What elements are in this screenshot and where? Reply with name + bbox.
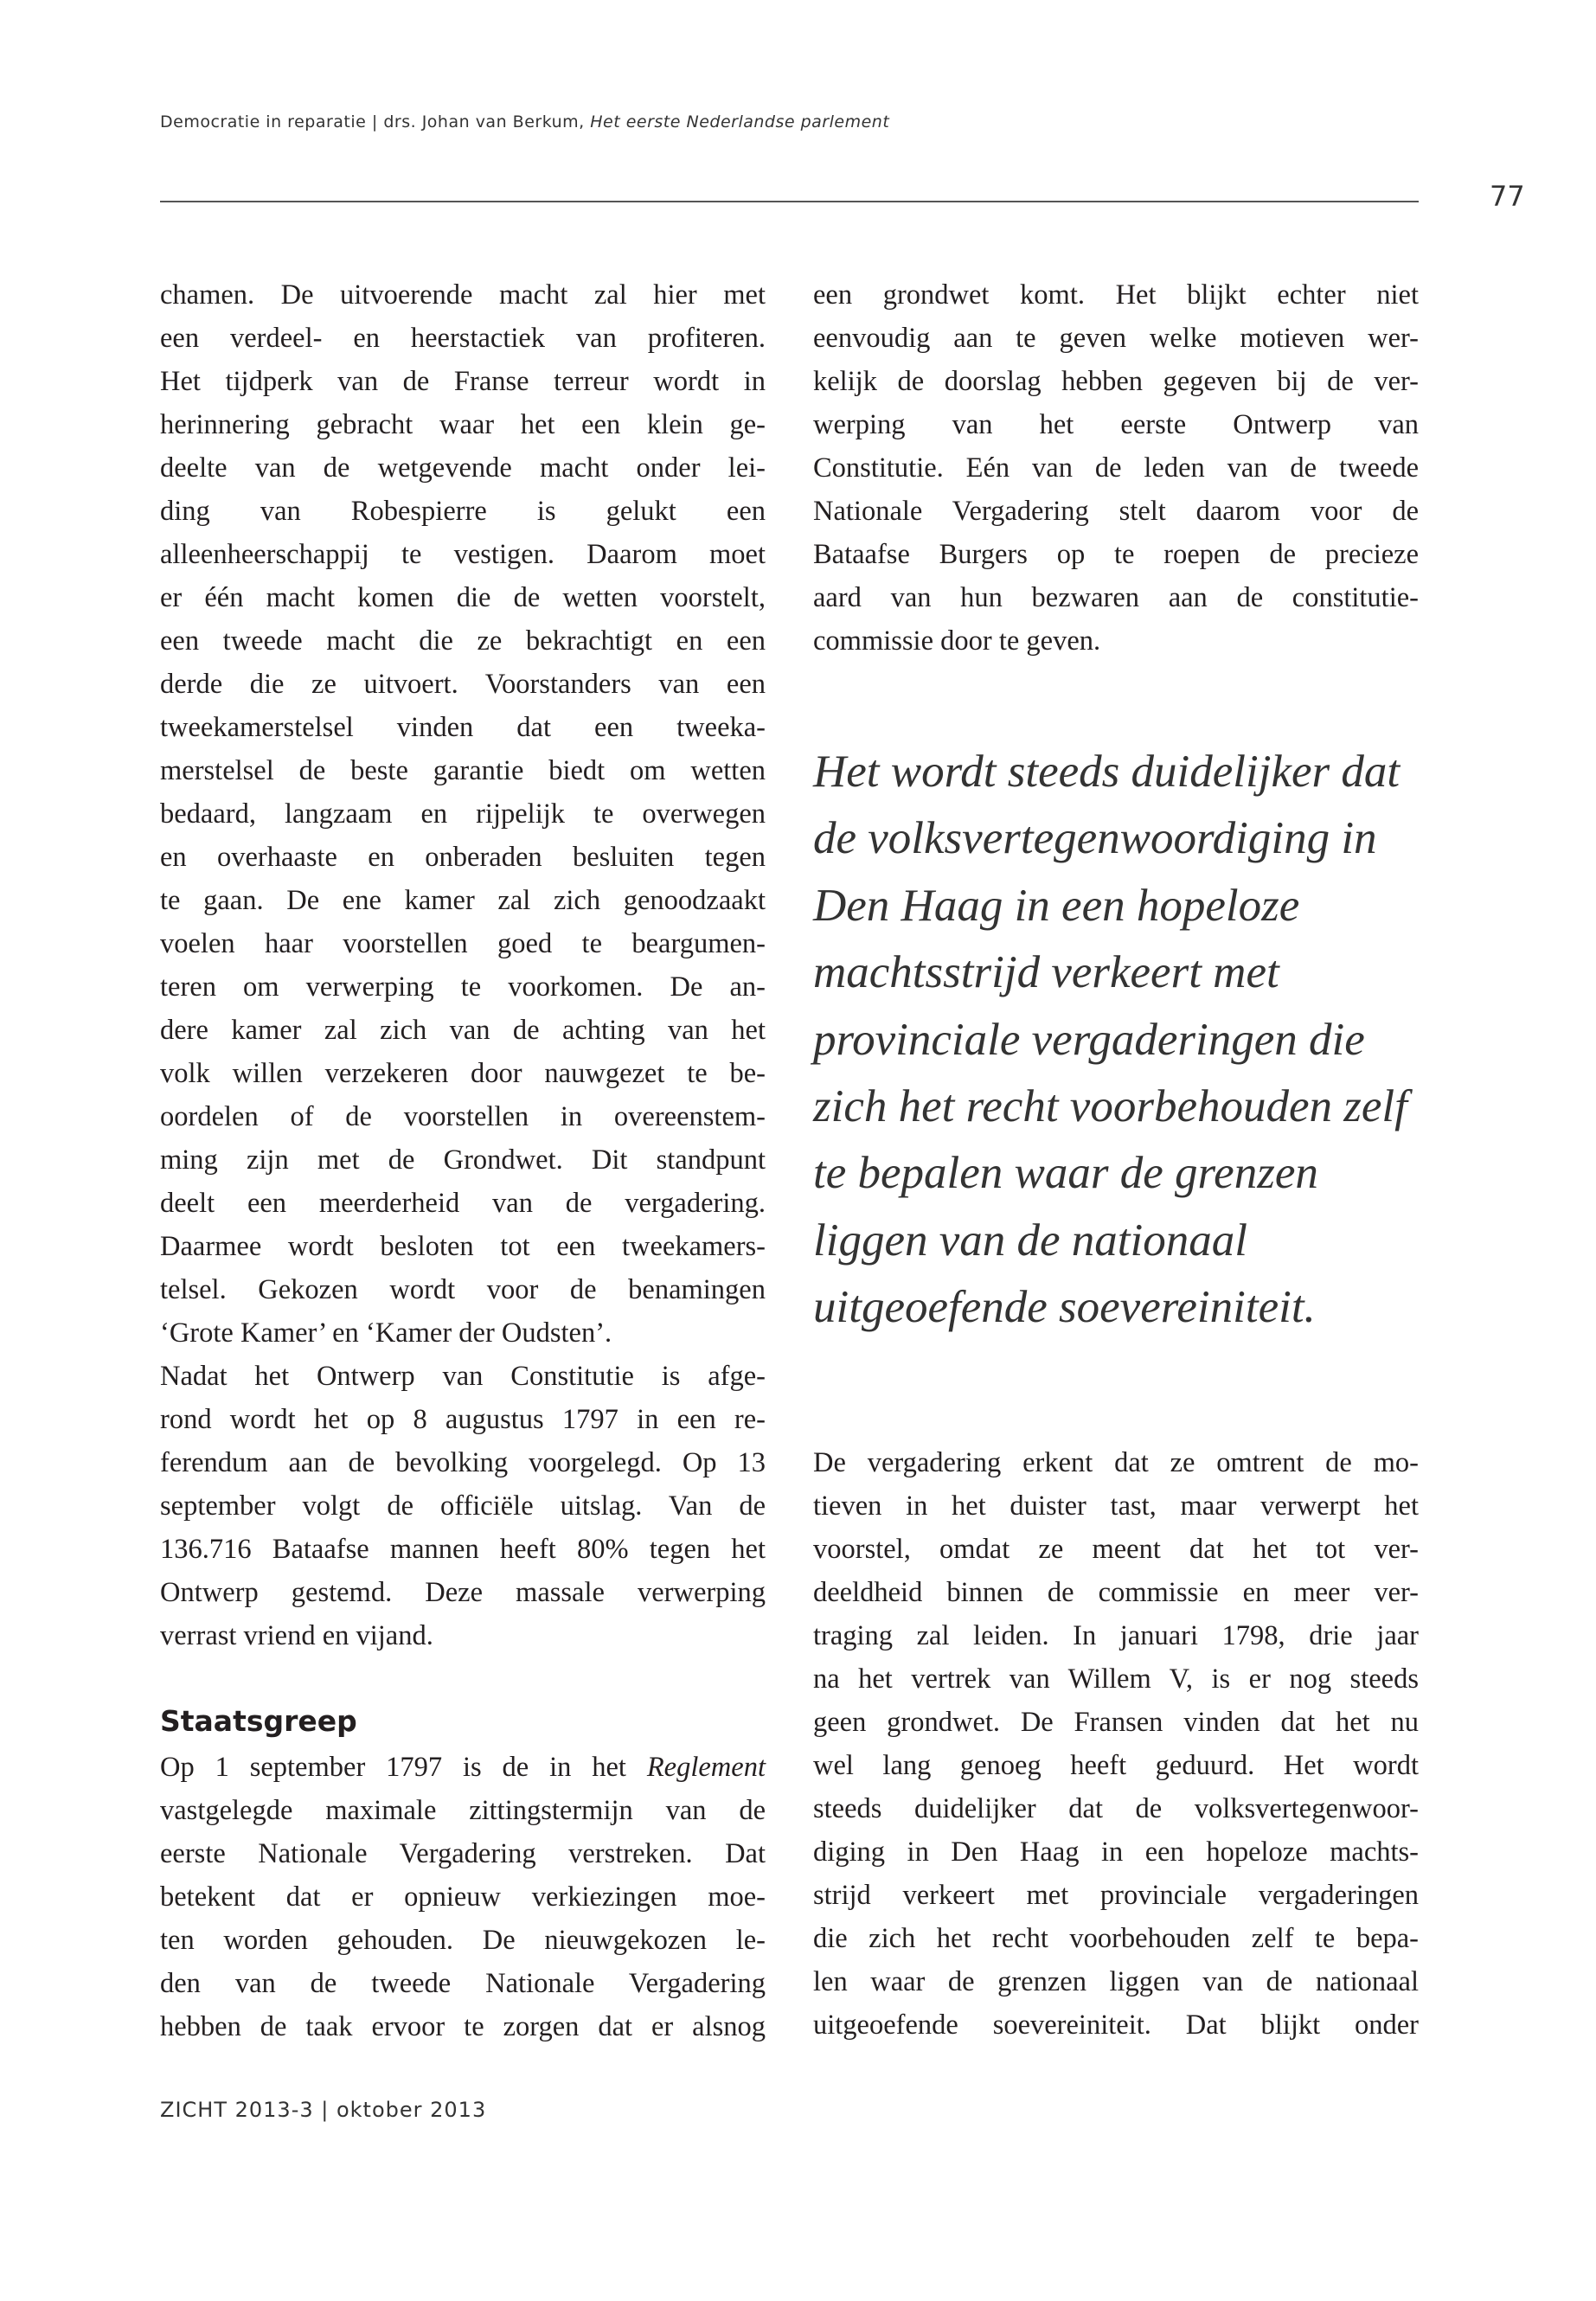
text-line: september volgt de officiële uitslag. Van de (160, 1490, 766, 1522)
header-rule (160, 201, 1419, 202)
text-line: Het tijdperk van de Franse terreur wordt in (160, 366, 766, 397)
header-author: drs. Johan van Berkum, (383, 112, 585, 131)
text-line: steeds duidelijker dat de volksvertegenwoor- (813, 1793, 1419, 1824)
text-line: tieven in het duister tast, maar verwerpt het (813, 1490, 1419, 1522)
left-column-section (160, 1746, 766, 2048)
quote-line: zich het recht voorbehouden zelf (813, 1080, 1407, 1131)
section-heading: Staatsgreep (160, 1704, 357, 1738)
italic-term: Reglement (646, 1752, 766, 1783)
quote-line: uitgeoefende soevereiniteit. (813, 1282, 1316, 1333)
text-line: na het vertrek van Willem V, is er nog steeds (813, 1663, 1419, 1695)
text-line: werping van het eerste Ontwerp van (813, 409, 1419, 440)
text-line: Ontwerp gestemd. Deze massale verwerping (160, 1577, 766, 1608)
text-line: eerste Nationale Vergadering verstreken. Dat (160, 1838, 766, 1869)
text-line: chamen. De uitvoerende macht zal hier met (160, 279, 766, 311)
quote-line: de volksvertegenwoordiging in (813, 813, 1377, 864)
quote-line: te bepalen waar de grenzen (813, 1148, 1318, 1199)
text-line: volk willen verzekeren door nauwgezet te be- (160, 1058, 766, 1089)
header-article-title: Het eerste Nederlandse parlement (590, 112, 890, 131)
quote-line: provinciale vergaderingen die (813, 1014, 1365, 1065)
text-line: voelen haar voorstellen goed te beargumen- (160, 928, 766, 959)
text-line: aard van hun bezwaren aan de constitutie- (813, 582, 1419, 613)
text-line: dere kamer zal zich van de achting van het (160, 1015, 766, 1046)
text-line: teren om verwerping te voorkomen. De an- (160, 971, 766, 1003)
text-line: Nadat het Ontwerp van Constitutie is afge- (160, 1361, 766, 1392)
running-header (160, 112, 889, 131)
text-line: vastgelegde maximale zittingstermijn van de (160, 1795, 766, 1826)
text-line: herinnering gebracht waar het een klein ge- (160, 409, 766, 440)
text-line: een verdeel- en heerstactiek van profiteren. (160, 323, 766, 354)
text-line: rond wordt het op 8 augustus 1797 in een re- (160, 1404, 766, 1435)
text-line: traging zal leiden. In januari 1798, drie jaar (813, 1620, 1419, 1651)
text-line: telsel. Gekozen wordt voor de benamingen (160, 1274, 766, 1305)
left-column-body (160, 273, 766, 1657)
text-line: Bataafse Burgers op te roepen de precieze (813, 539, 1419, 570)
text-line: ming zijn met de Grondwet. Dit standpunt (160, 1144, 766, 1176)
text-line: Constitutie. Eén van de leden van de tweede (813, 452, 1419, 484)
right-column-paragraph (813, 1441, 1419, 2047)
text-line: die zich het recht voorbehouden zelf te bepa- (813, 1923, 1419, 1954)
text-line: commissie door te geven. (813, 625, 1101, 657)
footer-issue: ZICHT 2013-3 | oktober 2013 (160, 2098, 487, 2122)
text-line: deeldheid binnen de commissie en meer ver- (813, 1577, 1419, 1608)
text-line: geen grondwet. De Fransen vinden dat het nu (813, 1707, 1419, 1738)
text-line: te gaan. De ene kamer zal zich genoodzaakt (160, 885, 766, 916)
header-separator: | (371, 112, 378, 131)
text-line: er één macht komen die de wetten voorstelt, (160, 582, 766, 613)
quote-line: Den Haag in een hopeloze (813, 880, 1300, 931)
text-line: 136.716 Bataafse mannen heeft 80% tegen het (160, 1534, 766, 1565)
text-line: ferendum aan de bevolking voorgelegd. Op 13 (160, 1447, 766, 1478)
text-line: oordelen of de voorstellen in overeenstem- (160, 1101, 766, 1132)
header-series: Democratie in reparatie (160, 112, 367, 131)
text-line: ding van Robespierre is gelukt een (160, 496, 766, 527)
text-line: hebben de taak ervoor te zorgen dat er alsnog (160, 2011, 766, 2042)
text-line: een grondwet komt. Het blijkt echter niet (813, 279, 1419, 311)
text-line (160, 1746, 766, 1789)
text-line: ‘Grote Kamer’ en ‘Kamer der Oudsten’. (160, 1317, 612, 1349)
text-line: De vergadering erkent dat ze omtrent de mo- (813, 1447, 1419, 1478)
text-line: ten worden gehouden. De nieuwgekozen le- (160, 1925, 766, 1956)
quote-line: liggen van de nationaal (813, 1215, 1247, 1266)
text-line: wel lang genoeg heeft geduurd. Het wordt (813, 1750, 1419, 1781)
text-line: alleenheerschappij te vestigen. Daarom moet (160, 539, 766, 570)
text-line: bedaard, langzaam en rijpelijk te overwegen (160, 798, 766, 830)
text-line: den van de tweede Nationale Vergadering (160, 1968, 766, 1999)
text-line: eenvoudig aan te geven welke motieven wer- (813, 323, 1419, 354)
quote-line: machtsstrijd verkeert met (813, 947, 1279, 998)
text-segment: Op 1 september 1797 is de in het (160, 1752, 647, 1783)
text-line: merstelsel de beste garantie biedt om wetten (160, 755, 766, 786)
quote-line: Het wordt steeds duidelijker dat (813, 747, 1401, 797)
text-line: len waar de grenzen liggen van de nationaal (813, 1966, 1419, 1997)
text-line: kelijk de doorslag hebben gegeven bij de ver- (813, 366, 1419, 397)
text-line: uitgeoefende soevereiniteit. Dat blijkt onder (813, 2009, 1419, 2041)
text-line: voorstel, omdat ze meent dat het tot ver- (813, 1534, 1419, 1565)
text-line: Nationale Vergadering stelt daarom voor de (813, 496, 1419, 527)
text-line: betekent dat er opnieuw verkiezingen moe- (160, 1881, 766, 1913)
text-line: een tweede macht die ze bekrachtigt en een (160, 625, 766, 657)
text-line: en overhaaste en onberaden besluiten tegen (160, 842, 766, 873)
pull-quote (813, 739, 1471, 1342)
text-line: Daarmee wordt besloten tot een tweekamers- (160, 1231, 766, 1262)
text-line: derde die ze uitvoert. Voorstanders van een (160, 669, 766, 700)
page-number: 77 (1490, 180, 1525, 213)
text-line: verrast vriend en vijand. (160, 1620, 433, 1651)
text-line: tweekamerstelsel vinden dat een tweeka- (160, 712, 766, 743)
text-line: diging in Den Haag in een hopeloze machts- (813, 1836, 1419, 1868)
text-line: strijd verkeert met provinciale vergaderingen (813, 1880, 1419, 1911)
text-line: deelte van de wetgevende macht onder lei- (160, 452, 766, 484)
right-column-body (813, 273, 1419, 663)
text-line: deelt een meerderheid van de vergadering. (160, 1188, 766, 1219)
